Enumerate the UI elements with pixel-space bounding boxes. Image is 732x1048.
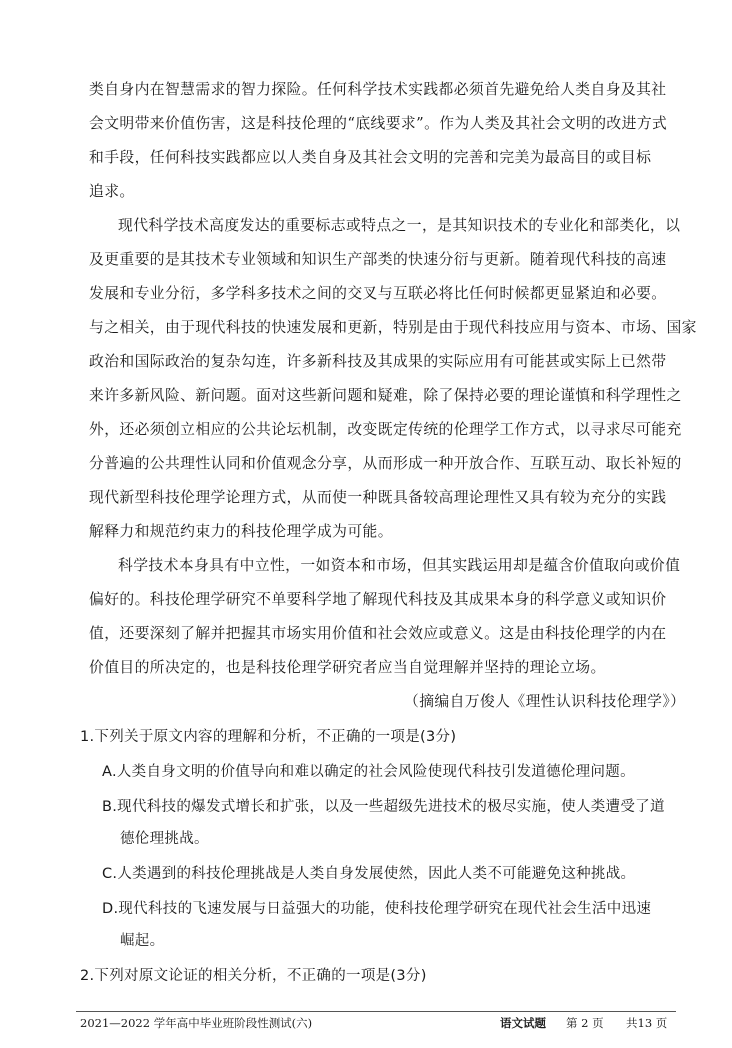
passage-line: 政治和国际政治的复杂勾连，许多新科技及其成果的实际应用有可能甚或实际上已然带: [89, 353, 667, 370]
question-stem: 1.下列关于原文内容的理解和分析，不正确的一项是(3分): [80, 729, 457, 745]
passage-line: 发展和专业分衍，多学科多技术之间的交叉与互联必将比任何时候都更显紧迫和必要。: [89, 285, 667, 302]
passage-line: 现代新型科技伦理学论理方式，从而使一种既具备较高理论理性又具有较为充分的实践: [89, 489, 667, 506]
passage-line: 值，还要深刻了解并把握其市场实用价值和社会效应或意义。这是由科技伦理学的内在: [89, 625, 667, 642]
passage-line: 偏好的。科技伦理学研究不单要科学地了解现代科技及其成果本身的科学意义或知识价: [89, 591, 667, 608]
option-c: C.人类遇到的科技伦理挑战是人类自身发展使然，因此人类不可能避免这种挑战。: [102, 866, 636, 882]
passage-line: 外，还必须创立相应的公共论坛机制，改变既定传统的伦理学工作方式，以寻求尽可能充: [89, 421, 682, 438]
footer-divider: [76, 1011, 676, 1012]
option-d-continued: 崛起。: [120, 933, 165, 949]
footer-total-pages: 共13 页: [626, 1016, 668, 1030]
passage-line: 分普遍的公共理性认同和价值观念分享，从而形成一种开放合作、互联互动、取长补短的: [89, 455, 682, 472]
passage-line: 来许多新风险、新问题。面对这些新问题和疑难，除了保持必要的理论谨慎和科学理性之: [89, 387, 682, 404]
option-b: B.现代科技的爆发式增长和扩张，以及一些超级先进技术的极尽实施，使人类遭受了道: [102, 799, 665, 815]
passage-source: （摘编自万俊人《理性认识科技伦理学》）: [404, 693, 686, 710]
passage-line: 价值目的所决定的，也是科技伦理学研究者应当自觉理解并坚持的理论立场。: [89, 659, 606, 676]
footer-page-number: 第 2 页: [566, 1016, 604, 1030]
footer-subject: 语文试题: [500, 1016, 546, 1030]
passage-line: 科学技术本身具有中立性，一如资本和市场，但其实践运用却是蕴含价值取向或价值: [118, 557, 681, 574]
option-d: D.现代科技的飞速发展与日益强大的功能，使科技伦理学研究在现代社会生活中迅速: [102, 901, 652, 917]
passage-line: 类自身内在智慧需求的智力探险。任何科学技术实践都必须首先避免给人类自身及其社: [89, 81, 667, 98]
question-stem: 2.下列对原文论证的相关分析，不正确的一项是(3分): [80, 968, 427, 984]
passage-line: 和手段，任何科技实践都应以人类自身及其社会文明的完善和完美为最高目的或目标: [89, 149, 652, 166]
passage-line: 追求。: [89, 183, 135, 200]
passage-line: 现代科学技术高度发达的重要标志或特点之一，是其知识技术的专业化和部类化，以: [118, 217, 681, 234]
option-b-continued: 德伦理挑战。: [120, 831, 209, 847]
passage-line: 及更重要的是其技术专业领域和知识生产部类的快速分衍与更新。随着现代科技的高速: [89, 251, 667, 268]
option-a: A.人类自身文明的价值导向和难以确定的社会风险使现代科技引发道德伦理问题。: [102, 764, 635, 780]
passage-line: 会文明带来价值伤害，这是科技伦理的“底线要求”。作为人类及其社会文明的改进方式: [89, 115, 668, 132]
passage-line: 与之相关，由于现代科技的快速发展和更新，特别是由于现代科技应用与资本、市场、国家: [89, 319, 697, 336]
passage-line: 解释力和规范约束力的科技伦理学成为可能。: [89, 523, 393, 540]
footer-exam-title: 2021—2022 学年高中毕业班阶段性测试(六): [80, 1016, 313, 1030]
